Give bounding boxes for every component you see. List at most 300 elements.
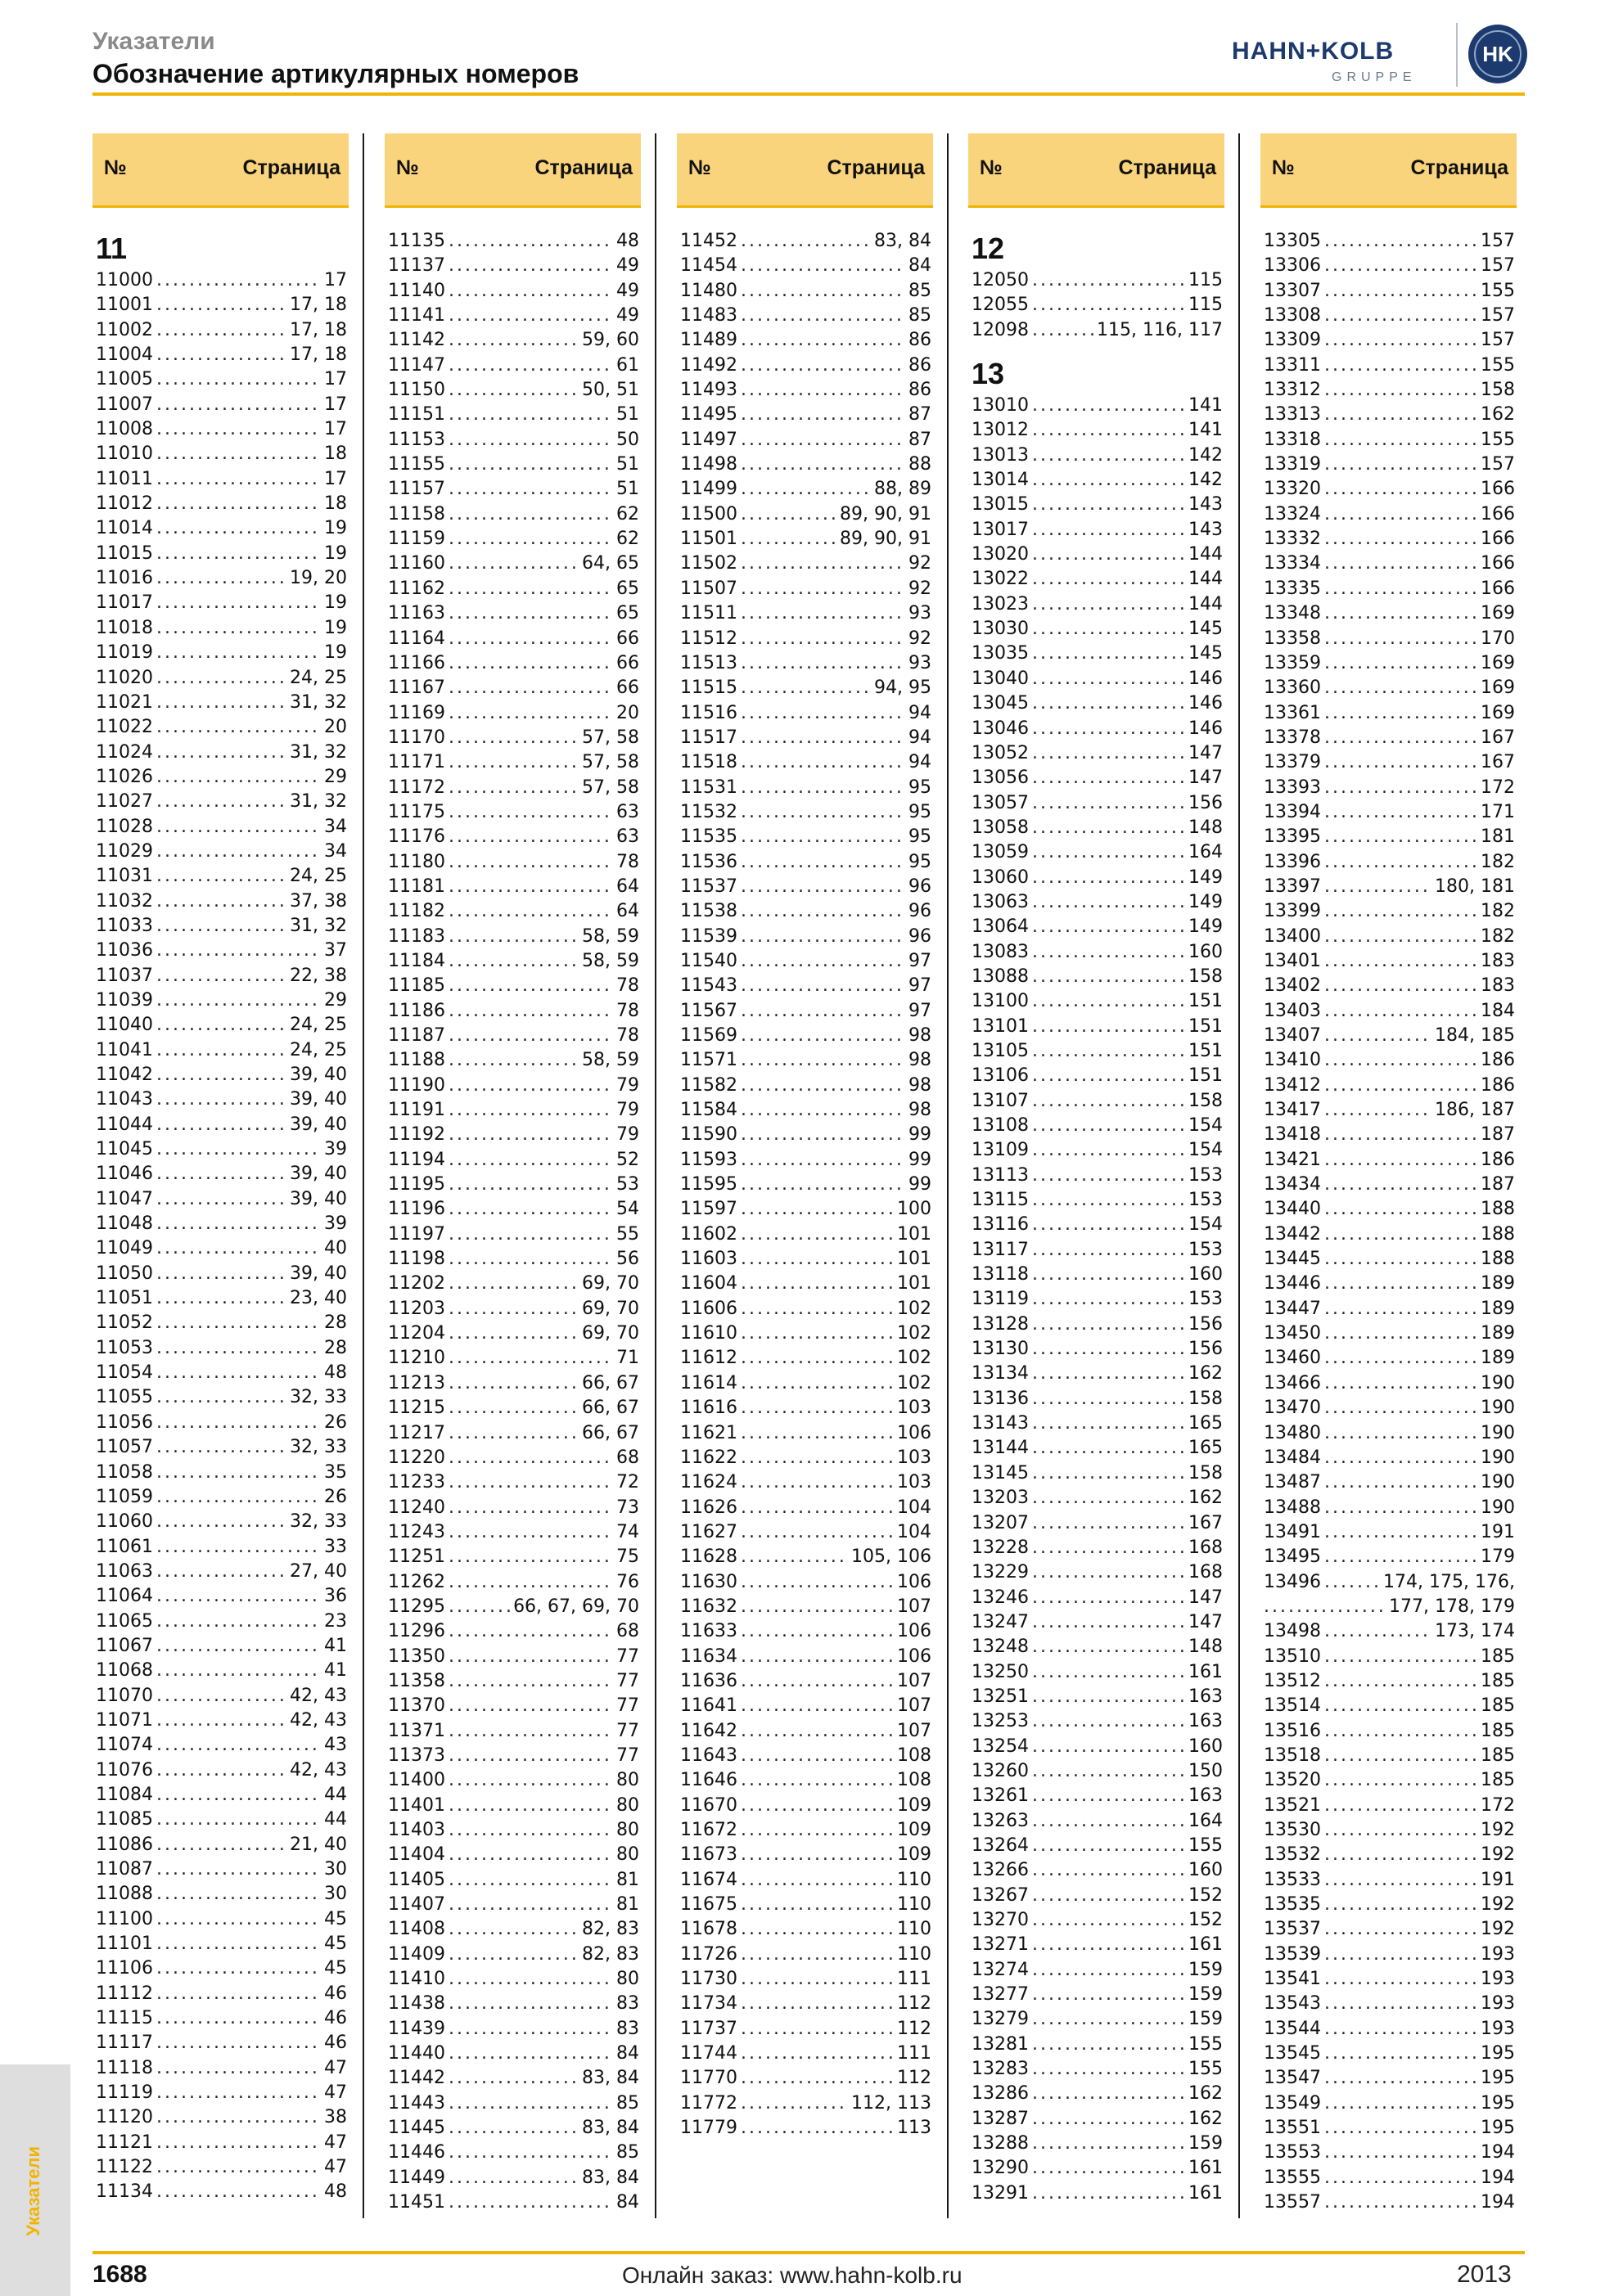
- entry-row: [677, 527, 933, 551]
- dot-leader: [1032, 592, 1185, 617]
- svg-text:HK: HK: [1482, 42, 1513, 66]
- page-reference: 181: [1481, 826, 1515, 848]
- article-number: 13447: [1264, 1298, 1321, 1319]
- entry-row: [1260, 1893, 1517, 1917]
- entry-row: [92, 2105, 349, 2130]
- page-reference: 29: [324, 766, 347, 787]
- entry-row: [385, 551, 641, 576]
- entry-list: [92, 229, 349, 2205]
- article-number: 11031: [96, 866, 153, 887]
- article-number: 13144: [972, 1438, 1029, 1459]
- page-reference: 47: [324, 2132, 347, 2153]
- page-reference: 106: [897, 1571, 931, 1592]
- page-reference: 184, 185: [1435, 1025, 1515, 1046]
- dot-leader: [1324, 1321, 1477, 1346]
- page-reference: 109: [897, 1820, 931, 1840]
- page-reference: 98: [908, 1100, 931, 1121]
- dot-leader: [741, 1247, 894, 1272]
- entry-row: [92, 914, 349, 939]
- page-reference: 155: [1188, 2059, 1223, 2080]
- dot-leader: [1032, 915, 1185, 939]
- entry-row: [968, 2007, 1224, 2032]
- dot-leader: [1324, 1446, 1477, 1470]
- dot-leader: [741, 974, 905, 998]
- page-reference: 94: [908, 752, 931, 773]
- page-reference: 32, 33: [290, 1511, 347, 1533]
- page-reference: 187: [1481, 1124, 1515, 1146]
- page-reference: 38: [324, 2107, 347, 2128]
- entry-row: [677, 1868, 933, 1893]
- article-number: 11045: [96, 1139, 153, 1160]
- dot-leader: [741, 800, 905, 825]
- dot-leader: [1324, 825, 1477, 849]
- article-number: 13307: [1264, 280, 1321, 301]
- dot-leader: [449, 2141, 613, 2165]
- entry-row: [677, 1694, 933, 1718]
- article-number: 13313: [1264, 404, 1321, 425]
- entry-row: [677, 1048, 933, 1073]
- page-reference: 77: [616, 1670, 639, 1691]
- entry-row: [1260, 1197, 1517, 1222]
- dot-leader: [156, 1262, 286, 1286]
- dot-leader: [741, 1446, 894, 1470]
- page-reference: 194: [1481, 2142, 1515, 2163]
- entry-row: [385, 627, 641, 651]
- dot-leader: [1032, 1039, 1185, 1064]
- dot-leader: [1324, 1222, 1477, 1247]
- entry-row: [1260, 899, 1517, 924]
- column-header-page: Страница: [1410, 156, 1508, 179]
- page-reference: 162: [1481, 404, 1515, 425]
- dot-leader: [1032, 717, 1185, 741]
- entry-row: [968, 840, 1224, 865]
- dot-leader: [741, 502, 836, 527]
- entry-row: [968, 2057, 1224, 2082]
- entry-row: [92, 1783, 349, 1808]
- article-number: 11042: [96, 1065, 153, 1085]
- article-number: 11070: [96, 1685, 153, 1706]
- article-number: 13541: [1264, 1969, 1321, 1990]
- article-number: 11493: [680, 380, 737, 401]
- page-number: 1688: [92, 2261, 147, 2288]
- article-number: 11627: [680, 1521, 737, 1542]
- dot-leader: [741, 825, 905, 849]
- dot-leader: [1324, 1570, 1380, 1595]
- dot-leader: [1324, 701, 1477, 726]
- entry-row: [677, 1545, 933, 1569]
- article-number: 11050: [96, 1263, 153, 1284]
- dot-leader: [449, 601, 613, 626]
- entry-row: [385, 1843, 641, 1867]
- entry-row: [968, 2156, 1224, 2181]
- article-number: 13484: [1264, 1447, 1321, 1468]
- article-number: 13105: [972, 1040, 1029, 1061]
- entry-row: [677, 1570, 933, 1595]
- page-reference: 166: [1481, 479, 1515, 500]
- page-reference: 144: [1188, 569, 1223, 590]
- dot-leader: [449, 1173, 613, 1197]
- page-reference: 42, 43: [290, 1759, 347, 1781]
- article-number: 11188: [388, 1050, 445, 1071]
- page-reference: 164: [1188, 1810, 1223, 1831]
- entry-row: [968, 1436, 1224, 1461]
- dot-leader: [156, 566, 286, 591]
- page-reference: 158: [1481, 380, 1515, 401]
- entry-row: [1260, 1645, 1517, 1669]
- entry-row: [92, 393, 349, 417]
- dot-leader: [1324, 1297, 1477, 1321]
- dot-leader: [1032, 1560, 1185, 1585]
- article-number: 11401: [388, 1794, 445, 1816]
- article-number: 11194: [388, 1149, 445, 1170]
- dot-leader: [1032, 791, 1185, 816]
- page-reference: 54: [616, 1199, 639, 1220]
- article-number: 13128: [972, 1313, 1029, 1335]
- article-number: 13520: [1264, 1770, 1321, 1791]
- dot-leader: [741, 999, 905, 1024]
- page-reference: 65: [616, 578, 639, 599]
- article-number: 11115: [96, 2008, 153, 2029]
- page-reference: 149: [1188, 916, 1223, 938]
- page-reference: 190: [1481, 1398, 1515, 1419]
- entry-row: [677, 974, 933, 998]
- page-reference: 84: [616, 2192, 639, 2213]
- page-reference: 58, 59: [582, 925, 639, 947]
- page-reference: 188: [1481, 1199, 1515, 1220]
- article-number: 11535: [680, 826, 737, 848]
- dot-leader: [1324, 1868, 1477, 1893]
- entry-row: [385, 452, 641, 477]
- page-reference: 160: [1188, 1736, 1223, 1757]
- entry-row: [385, 2141, 641, 2165]
- dot-leader: [1324, 2190, 1477, 2215]
- page-reference: 104: [897, 1521, 931, 1542]
- entry-row: [92, 1162, 349, 1186]
- entry-row: [968, 592, 1224, 617]
- article-number: 11543: [680, 975, 737, 997]
- article-number: 13263: [972, 1810, 1029, 1831]
- page-reference: 157: [1481, 231, 1515, 251]
- dot-leader: [1324, 2166, 1477, 2190]
- dot-leader: [449, 1818, 613, 1843]
- page-reference: 94: [908, 727, 931, 748]
- page-reference: 169: [1481, 678, 1515, 699]
- dot-leader: [1032, 1362, 1185, 1386]
- entry-row: [968, 567, 1224, 592]
- article-number: 13312: [1264, 380, 1321, 401]
- article-number: 13012: [972, 420, 1029, 441]
- column-header-number: №: [980, 156, 1003, 179]
- article-number: 11501: [680, 529, 737, 550]
- entry-row: [92, 2131, 349, 2155]
- dot-leader: [156, 964, 286, 988]
- entry-row: [385, 1868, 641, 1893]
- entry-row: [92, 1435, 349, 1460]
- dot-leader: [156, 367, 321, 392]
- dot-leader: [741, 1943, 894, 1967]
- dot-leader: [449, 1669, 613, 1694]
- column-header-page: Страница: [827, 156, 925, 179]
- article-number: 11184: [388, 950, 445, 971]
- entry-row: [968, 1809, 1224, 1834]
- page-reference: 101: [897, 1223, 931, 1245]
- article-number: 13023: [972, 593, 1029, 615]
- entry-row: [677, 2116, 933, 2141]
- dot-leader: [741, 1222, 894, 1247]
- entry-row: [385, 2091, 641, 2116]
- page-reference: 39, 40: [290, 1164, 347, 1185]
- page-reference: 185: [1481, 1745, 1515, 1766]
- article-number: 13402: [1264, 975, 1321, 997]
- dot-leader: [1032, 2156, 1185, 2181]
- article-number: 13260: [972, 1760, 1029, 1781]
- page-reference: 94, 95: [874, 678, 931, 699]
- page-reference: 84: [616, 2043, 639, 2064]
- article-number: 11772: [680, 2092, 737, 2114]
- entry-row: [677, 577, 933, 601]
- article-number: 13060: [972, 867, 1029, 888]
- page-reference: 21, 40: [290, 1834, 347, 1855]
- header-kicker: Указатели: [92, 28, 215, 55]
- entry-row: [968, 1933, 1224, 1957]
- dot-leader: [156, 1137, 321, 1162]
- dot-leader: [156, 1286, 286, 1311]
- page-reference: 151: [1188, 1040, 1223, 1061]
- page-reference: 182: [1481, 901, 1515, 922]
- page-reference: 150: [1188, 1760, 1223, 1781]
- entry-row: [385, 1893, 641, 1917]
- dot-leader: [156, 840, 321, 864]
- page-reference: 19: [324, 518, 347, 539]
- dot-leader: [1324, 1520, 1477, 1545]
- article-number: 11086: [96, 1834, 153, 1855]
- page-reference: 161: [1188, 2158, 1223, 2179]
- article-number: 11005: [96, 369, 153, 390]
- dot-leader: [741, 1893, 894, 1917]
- article-number: 13543: [1264, 1993, 1321, 2015]
- entry-row: [968, 1610, 1224, 1635]
- page-reference: 186: [1481, 1050, 1515, 1071]
- article-number: 11370: [388, 1695, 445, 1717]
- page-reference: 51: [616, 479, 639, 500]
- page-reference: 100: [897, 1199, 931, 1220]
- dot-leader: [741, 1595, 894, 1619]
- article-number: 13107: [972, 1090, 1029, 1111]
- entry-row: [1260, 601, 1517, 626]
- page-reference: 28: [324, 1337, 347, 1358]
- article-number: 11296: [388, 1621, 445, 1642]
- article-number: 13250: [972, 1661, 1029, 1682]
- dot-leader: [741, 2091, 848, 2116]
- dot-leader: [1324, 1024, 1431, 1048]
- entry-row: [968, 1312, 1224, 1337]
- entry-row: [968, 1759, 1224, 1784]
- entry-row: [385, 1744, 641, 1768]
- entry-row: [968, 1983, 1224, 2007]
- article-number: 13533: [1264, 1869, 1321, 1890]
- article-number: 11511: [680, 603, 737, 624]
- index-column: [385, 133, 641, 2216]
- entry-row: [1260, 452, 1517, 477]
- entry-row: [385, 477, 641, 502]
- entry-row: [92, 591, 349, 615]
- dot-leader: [449, 1893, 613, 1917]
- order-link[interactable]: Онлайн заказ: www.hahn-kolb.ru: [622, 2262, 963, 2288]
- page-reference: 185: [1481, 1770, 1515, 1791]
- page-reference: 190: [1481, 1497, 1515, 1518]
- dot-leader: [741, 1048, 905, 1073]
- article-number: 13058: [972, 817, 1029, 838]
- article-number: 13434: [1264, 1174, 1321, 1195]
- dot-leader: [741, 1024, 905, 1048]
- dot-leader: [741, 1694, 894, 1718]
- dot-leader: [156, 616, 321, 641]
- article-number: 13393: [1264, 777, 1321, 798]
- entry-row: [1260, 1272, 1517, 1296]
- article-number: 13539: [1264, 1943, 1321, 1965]
- page-reference: 103: [897, 1447, 931, 1468]
- dot-leader: [1324, 1794, 1477, 1818]
- page-reference: 39, 40: [290, 1263, 347, 1284]
- page-reference: 85: [616, 2142, 639, 2163]
- dot-leader: [741, 1098, 905, 1123]
- entry-row: [92, 1907, 349, 1932]
- article-number: 11159: [388, 529, 445, 550]
- entry-row: [385, 974, 641, 998]
- article-number: 13143: [972, 1413, 1029, 1434]
- dot-leader: [1032, 1064, 1185, 1088]
- logo: [1232, 20, 1526, 90]
- article-number: 11674: [680, 1869, 737, 1890]
- article-number: 13306: [1264, 255, 1321, 277]
- dot-leader: [741, 651, 905, 676]
- dot-leader: [1324, 428, 1477, 452]
- article-number: 12098: [972, 319, 1029, 340]
- entry-row: [1260, 1247, 1517, 1272]
- page-reference: 163: [1188, 1785, 1223, 1807]
- page-reference: 83: [616, 2018, 639, 2039]
- dot-leader: [156, 1336, 321, 1361]
- page-reference: 99: [908, 1124, 931, 1146]
- page-reference: 155: [1481, 354, 1515, 376]
- page-reference: 189: [1481, 1273, 1515, 1294]
- entry-row: [1260, 1470, 1517, 1495]
- dot-leader: [449, 1768, 613, 1793]
- page-reference: 78: [616, 1000, 639, 1021]
- page-reference: 24, 25: [290, 1039, 347, 1060]
- entry-row: [968, 940, 1224, 965]
- page-reference: 147: [1188, 742, 1223, 763]
- article-number: 13324: [1264, 503, 1321, 524]
- entry-row: [968, 468, 1224, 493]
- entry-row: [1260, 1421, 1517, 1446]
- article-number: 13530: [1264, 1820, 1321, 1840]
- page-reference: 37, 38: [290, 890, 347, 912]
- page-reference: 113: [897, 2118, 931, 2139]
- page-reference: 189: [1481, 1323, 1515, 1344]
- entry-row: [1260, 1496, 1517, 1520]
- dot-leader: [1324, 776, 1477, 800]
- dot-leader: [1324, 999, 1477, 1024]
- article-number: 13279: [972, 2009, 1029, 2030]
- dot-leader: [449, 1446, 613, 1470]
- page-reference: 17: [324, 419, 347, 440]
- entry-row: [1260, 2166, 1517, 2190]
- article-number: 11036: [96, 940, 153, 961]
- dot-leader: [1032, 1188, 1185, 1213]
- entry-row: [1260, 825, 1517, 849]
- page-reference: 41: [324, 1660, 347, 1681]
- article-number: 13421: [1264, 1149, 1321, 1170]
- dot-leader: [1032, 989, 1185, 1014]
- dot-leader: [741, 551, 905, 576]
- article-number: 13521: [1264, 1794, 1321, 1816]
- page-reference: 107: [897, 1670, 931, 1691]
- dot-leader: [449, 701, 613, 726]
- article-number: 11142: [388, 330, 445, 351]
- article-number: 11037: [96, 965, 153, 986]
- article-number: 13228: [972, 1537, 1029, 1558]
- section-label: 13: [972, 357, 1005, 391]
- article-number: 11192: [388, 1124, 445, 1146]
- dot-leader: [156, 1013, 286, 1038]
- page-reference: 115: [1188, 270, 1223, 290]
- dot-leader: [449, 850, 613, 875]
- article-number: 11518: [680, 752, 737, 773]
- page-reference: 66: [616, 652, 639, 673]
- entry-row: [1260, 2116, 1517, 2141]
- page-reference: 163: [1188, 1686, 1223, 1707]
- dot-leader: [156, 641, 321, 665]
- entry-row: [968, 493, 1224, 517]
- page-reference: 115: [1188, 295, 1223, 316]
- dot-leader: [1032, 318, 1093, 343]
- page-reference: 98: [908, 1050, 931, 1071]
- dot-leader: [741, 1396, 894, 1420]
- entry-row: [385, 850, 641, 875]
- article-number: 11646: [680, 1770, 737, 1791]
- dot-leader: [1032, 2107, 1185, 2132]
- entry-row: [968, 866, 1224, 890]
- entry-row: [677, 1520, 933, 1545]
- article-number: 11087: [96, 1859, 153, 1880]
- entry-row: [385, 1520, 641, 1545]
- dot-leader: [156, 2180, 321, 2204]
- entry-row: [677, 1943, 933, 1967]
- dot-leader: [156, 1236, 321, 1261]
- dot-leader: [1324, 601, 1477, 626]
- page-reference: 79: [616, 1124, 639, 1146]
- entry-row: [1260, 1719, 1517, 1744]
- column-header: [1260, 133, 1517, 208]
- entry-row: [677, 1470, 933, 1495]
- page-reference: 98: [908, 1074, 931, 1096]
- article-number: 13116: [972, 1214, 1029, 1236]
- page-reference: 162: [1188, 1488, 1223, 1509]
- page-reference: 146: [1188, 668, 1223, 689]
- article-number: 11059: [96, 1486, 153, 1507]
- page-reference: 171: [1481, 801, 1515, 822]
- article-number: 13254: [972, 1736, 1029, 1757]
- page-reference: 158: [1188, 1090, 1223, 1111]
- entry-row: [92, 1609, 349, 1634]
- dot-leader: [1032, 1958, 1185, 1983]
- entry-row: [92, 1236, 349, 1261]
- dot-leader: [741, 403, 905, 427]
- page-reference: 152: [1188, 1884, 1223, 1906]
- entry-row: [1260, 999, 1517, 1024]
- dot-leader: [156, 1708, 286, 1733]
